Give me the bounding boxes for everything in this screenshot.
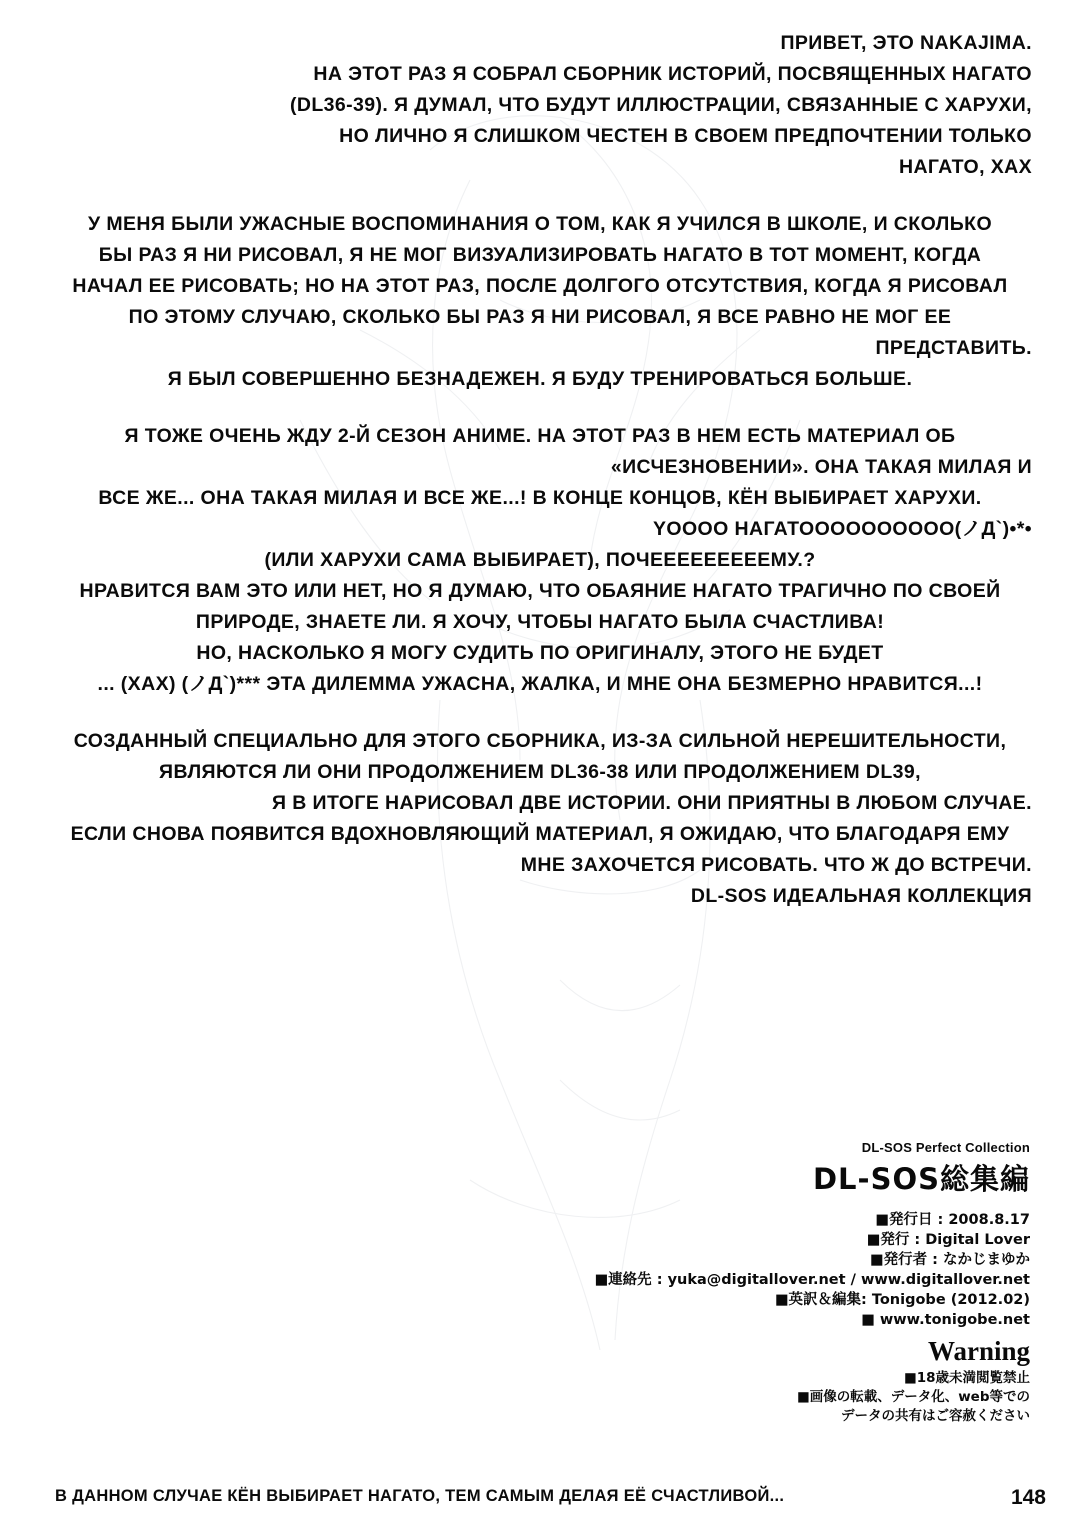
warning-title: Warning xyxy=(927,1336,1030,1366)
afterword-line: YOOOO НАГАТОOOOOOOOOO(ノД`)•*• xyxy=(652,518,1032,540)
afterword-line: ЯВЛЯЮТСЯ ЛИ ОНИ ПРОДОЛЖЕНИЕМ DL36-38 ИЛИ ПРОДОЛЖЕНИЕМ DL39, xyxy=(159,761,921,783)
afterword-text xyxy=(48,28,1032,938)
afterword-line: ПО ЭТОМУ СЛУЧАЮ, СКОЛЬКО БЫ РАЗ Я НИ РИСОВАЛ, Я ВСЕ РАВНО НЕ МОГ ЕЕ xyxy=(128,306,952,328)
page-number: 148 xyxy=(1010,1486,1046,1509)
warning-line: データの共有はご容赦ください xyxy=(841,1408,1030,1424)
afterword-line: НО ЛИЧНО Я СЛИШКОМ ЧЕСТЕН В СВОЕМ ПРЕДПОЧТЕНИИ ТОЛЬКО НАГАТО, ХАХ xyxy=(339,125,1032,178)
afterword-line: DL-SOS ИДЕАЛЬНАЯ КОЛЛЕКЦИЯ xyxy=(690,885,1032,907)
afterword-line: НАЧАЛ ЕЕ РИСОВАТЬ; НО НА ЭТОТ РАЗ, ПОСЛЕ ДОЛГОГО ОТСУТСТВИЯ, КОГДА Я РИСОВАЛ xyxy=(72,275,1008,297)
warning-line: ■18歳未満閲覧禁止 xyxy=(903,1370,1030,1386)
footer-caption: В ДАННОМ СЛУЧАЕ КЁН ВЫБИРАЕТ НАГАТО, ТЕМ САМЫМ ДЕЛАЯ ЕЁ СЧАСТЛИВОЙ... xyxy=(55,1487,785,1505)
afterword-line: ... (ХАХ) (ノД`)*** ЭТА ДИЛЕММА УЖАСНА, ЖАЛКА, И МНЕ ОНА БЕЗМЕРНО НРАВИТСЯ...! xyxy=(97,673,983,695)
afterword-line: НА ЭТОТ РАЗ Я СОБРАЛ СБОРНИК ИСТОРИЙ, ПОСВЯЩЕННЫХ НАГАТО xyxy=(313,63,1032,85)
afterword-line: ПРЕДСТАВИТЬ. xyxy=(875,337,1032,359)
warning-line: ■画像の転載、データ化、web等での xyxy=(796,1389,1030,1405)
afterword-line: «ИСЧЕЗНОВЕНИИ». ОНА ТАКАЯ МИЛАЯ И xyxy=(610,456,1032,478)
afterword-line: ПРИВЕТ, ЭТО NAKAJIMA. xyxy=(780,32,1032,54)
afterword-line: У МЕНЯ БЫЛИ УЖАСНЫЕ ВОСПОМИНАНИЯ О ТОМ, КАК Я УЧИЛСЯ В ШКОЛЕ, И СКОЛЬКО xyxy=(87,213,993,235)
afterword-paragraph-1 xyxy=(268,28,1032,183)
colophon-latin-title: DL-SOS Perfect Collection xyxy=(861,1140,1030,1155)
colophon-line: ■ www.tonigobe.net xyxy=(861,1312,1030,1328)
colophon xyxy=(470,1140,1030,1426)
afterword-line: Я БЫЛ СОВЕРШЕННО БЕЗНАДЕЖЕН. Я БУДУ ТРЕНИРОВАТЬСЯ БОЛЬШЕ. xyxy=(167,368,913,390)
afterword-line: ЕСЛИ СНОВА ПОЯВИТСЯ ВДОХНОВЛЯЮЩИЙ МАТЕРИАЛ, Я ОЖИДАЮ, ЧТО БЛАГОДАРЯ ЕМУ xyxy=(70,823,1010,845)
afterword-line: НО, НАСКОЛЬКО Я МОГУ СУДИТЬ ПО ОРИГИНАЛУ, ЭТОГО НЕ БУДЕТ xyxy=(196,642,884,664)
afterword-line: СОЗДАННЫЙ СПЕЦИАЛЬНО ДЛЯ ЭТОГО СБОРНИКА, ИЗ-ЗА СИЛЬНОЙ НЕРЕШИТЕЛЬНОСТИ, xyxy=(73,730,1007,752)
afterword-line: МНЕ ЗАХОЧЕТСЯ РИСОВАТЬ. ЧТО Ж ДО ВСТРЕЧИ. xyxy=(520,854,1032,876)
afterword-line: Я В ИТОГЕ НАРИСОВАЛ ДВЕ ИСТОРИИ. ОНИ ПРИЯТНЫ В ЛЮБОМ СЛУЧАЕ. xyxy=(272,792,1032,814)
afterword-paragraph-3 xyxy=(48,421,1032,700)
afterword-line: ВСЕ ЖЕ... ОНА ТАКАЯ МИЛАЯ И ВСЕ ЖЕ...! В КОНЦЕ КОНЦОВ, КЁН ВЫБИРАЕТ ХАРУХИ. xyxy=(98,487,982,509)
colophon-line: ■発行者 : なかじまゆか xyxy=(869,1252,1030,1268)
afterword-line: НРАВИТСЯ ВАМ ЭТО ИЛИ НЕТ, НО Я ДУМАЮ, ЧТО ОБАЯНИЕ НАГАТО ТРАГИЧНО ПО СВОЕЙ xyxy=(79,580,1001,602)
colophon-line: ■連絡先 : yuka@digitallover.net / www.digitallover.net xyxy=(594,1272,1030,1288)
afterword-line: БЫ РАЗ Я НИ РИСОВАЛ, Я НЕ МОГ ВИЗУАЛИЗИРОВАТЬ НАГАТО В ТОТ МОМЕНТ, КОГДА xyxy=(98,244,982,266)
colophon-line: ■英訳＆編集: Tonigobe (2012.02) xyxy=(774,1292,1030,1308)
colophon-line: ■発行日 : 2008.8.17 xyxy=(875,1212,1030,1228)
afterword-line: (ИЛИ ХАРУХИ САМА ВЫБИРАЕТ), ПОЧЕЕЕЕЕЕЕЕЕМУ.? xyxy=(264,549,816,571)
colophon-jp-title: DL-SOS総集編 xyxy=(812,1162,1030,1196)
afterword-paragraph-4 xyxy=(48,726,1032,912)
afterword-line: (DL36-39). Я ДУМАЛ, ЧТО БУДУТ ИЛЛЮСТРАЦИИ, СВЯЗАННЫЕ С ХАРУХИ, xyxy=(289,94,1032,116)
afterword-paragraph-2 xyxy=(48,209,1032,395)
afterword-line: ПРИРОДЕ, ЗНАЕТЕ ЛИ. Я ХОЧУ, ЧТОБЫ НАГАТО БЫЛА СЧАСТЛИВА! xyxy=(195,611,885,633)
afterword-line: Я ТОЖЕ ОЧЕНЬ ЖДУ 2-Й СЕЗОН АНИМЕ. НА ЭТОТ РАЗ В НЕМ ЕСТЬ МАТЕРИАЛ ОБ xyxy=(124,425,956,447)
colophon-line: ■発行 : Digital Lover xyxy=(866,1232,1030,1248)
